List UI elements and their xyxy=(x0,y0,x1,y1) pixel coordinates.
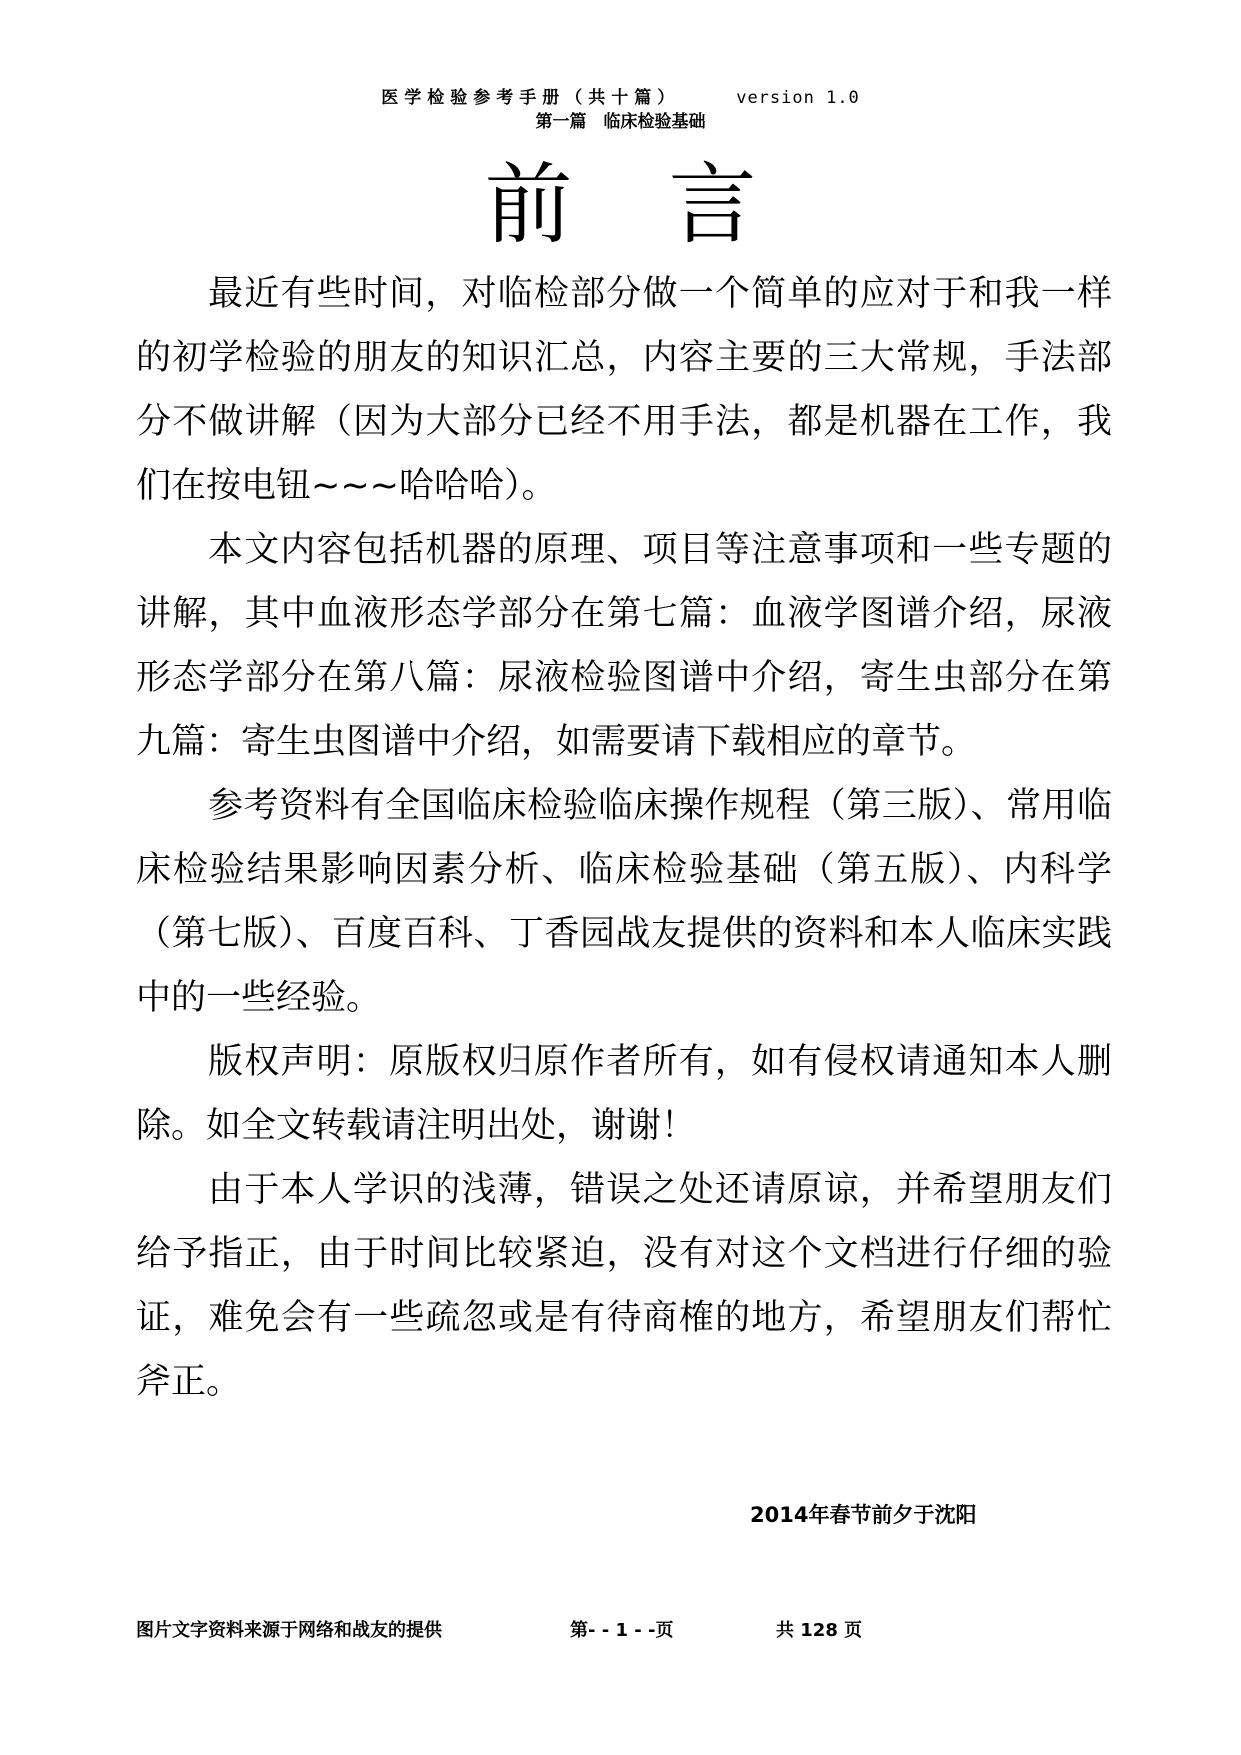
footer-total-pages: 共 128 页 xyxy=(776,1620,863,1641)
signature-date-place: 2014年春节前夕于沈阳 xyxy=(750,1503,977,1527)
footer-page-number: 第- - 1 - -页 xyxy=(570,1620,674,1641)
paragraph: 本文内容包括机器的原理、项目等注意事项和一些专题的讲解，其中血液形态学部分在第七篇：血液学图谱介绍，尿液形态学部分在第八篇：尿液检验图谱中介绍，寄生虫部分在第九篇：寄生虫图谱中介绍，如需要请下载相应的章节。 xyxy=(136,530,1112,762)
page-header xyxy=(0,86,1241,134)
page-footer xyxy=(0,1616,1241,1646)
paragraph: 最近有些时间，对临检部分做一个简单的应对于和我一样的初学检验的朋友的知识汇总，内容主要的三大常规，手法部分不做讲解（因为大部分已经不用手法，都是机器在工作，我们在按电钮~~~哈哈哈）。 xyxy=(136,274,1112,506)
paragraph: 参考资料有全国临床检验临床操作规程（第三版）、常用临床检验结果影响因素分析、临床检验基础（第五版）、内科学（第七版）、百度百科、丁香园战友提供的资料和本人临床实践中的一些经验。 xyxy=(136,786,1112,1018)
chapter-subtitle: 第一篇 临床检验基础 xyxy=(535,112,706,132)
paragraph: 由于本人学识的浅薄，错误之处还请原谅，并希望朋友们给予指正，由于时间比较紧迫，没有对这个文档进行仔细的验证，难免会有一些疏忽或是有待商榷的地方，希望朋友们帮忙斧正。 xyxy=(136,1170,1112,1402)
manual-title: 医学检验参考手册（共十篇） xyxy=(381,88,681,108)
page-title: 前言 xyxy=(484,153,853,256)
version-label: version 1.0 xyxy=(736,88,860,108)
preface-body xyxy=(136,262,1112,1414)
paragraph: 版权声明：原版权归原作者所有，如有侵权请通知本人删除。如全文转载请注明出处，谢谢！ xyxy=(136,1042,1112,1146)
header-line xyxy=(0,86,1241,110)
footer-source: 图片文字资料来源于网络和战友的提供 xyxy=(136,1620,442,1641)
